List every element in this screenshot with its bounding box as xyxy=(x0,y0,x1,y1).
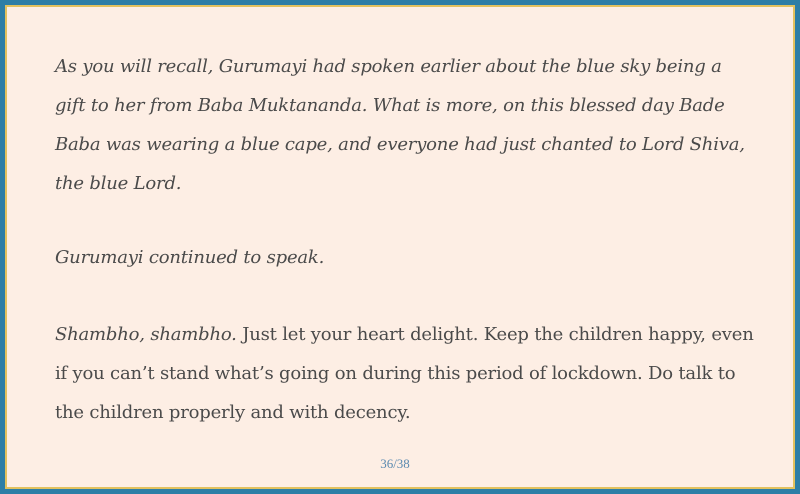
paragraph-quote xyxy=(55,315,755,432)
paragraph-recall: As you will recall, Gurumayi had spoken earlier about the blue sky being a gift to her from Baba Muktananda. What is more, on this blessed day Bade Baba was wearing a blue cape, and everyone had just chanted to Lord Shiva, the blue Lord. xyxy=(55,56,745,194)
quote-emphasis: Shambho, shambho. xyxy=(55,324,237,345)
paragraph-continued: Gurumayi continued to speak. xyxy=(55,247,325,268)
quote-text: Just let your heart delight. Keep the children happy, even if you can’t stand what’s going on during this period of lockdown. Do talk to the children properly and with decency. xyxy=(55,324,754,423)
document-body xyxy=(55,47,755,432)
paragraph-spacer xyxy=(55,203,755,238)
page-number: 36/38 xyxy=(380,456,410,471)
paragraph-spacer xyxy=(55,277,755,315)
